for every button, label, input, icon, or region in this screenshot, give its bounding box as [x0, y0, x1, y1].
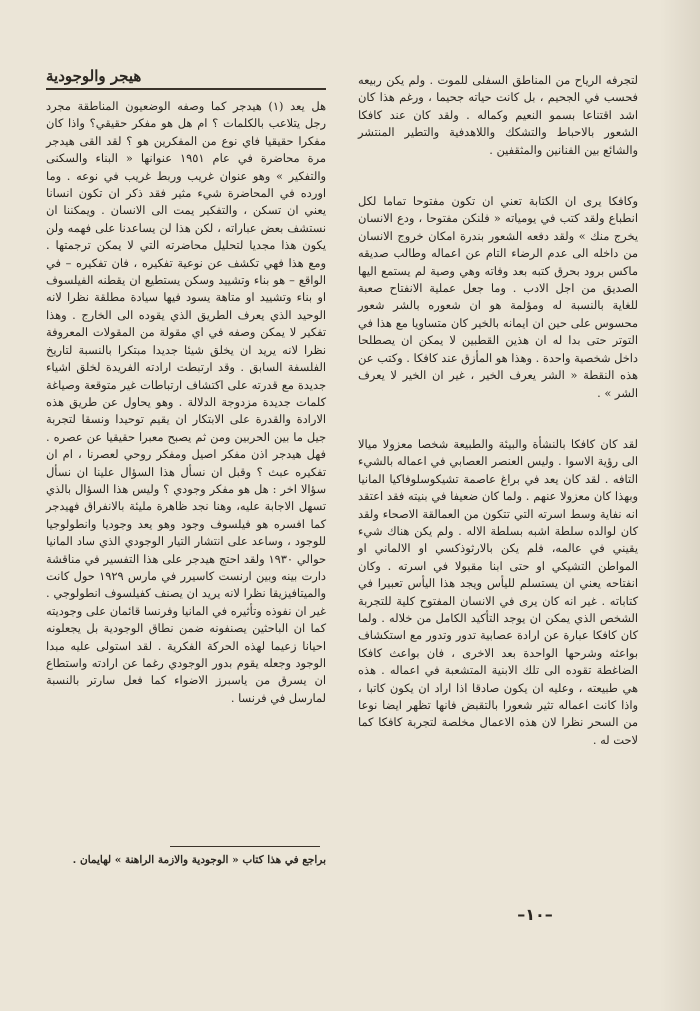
- footnote-divider: [170, 846, 320, 847]
- right-paragraph-3: لقد كان كافكا بالنشأة والبيئة والطبيعة شخصا معزولا ميالا الى رؤية الاسوا . وليس العنصر العصابي في اعماله بالشيء التافه . لقد كان يعد في براغ عاصمة تشيكوسلوفاكيا المانيا وبهذا كان معزولا عنهم . ولما كان ضعيفا في بنيته فقد اعتقد انه نفاية وسط اسرته التي تتكون من العمالقة الاصحاء ولقد كان لوالده سلطة اشبه بسلطة الاله . ولم يكن هناك شيء يقيني في عالمه، فلم يكن بالارثوذكسي او الالماني او المواطن التشيكي او حتى ابنا مقبولا في اسرته . وكان انفتاحه يعني ان يستسلم لليأس ويجد هذا اليأس تعبيرا في كتاباته . غير انه كان يرى في الانسان المفتوح كلية للتجربة الشخص الذي يمكن ان يوجد التأكيد الكامل من خلاله . ولما كان كافكا عبارة عن ارادة عصابية تدور وتدور مع استكشاف بواعثه وشرحها الواحدة بعد الاخرى ، فان بواعث كافكا الضاغطة تقوده الى تلك الابنية المتشعبة في اعماله . هذه هي طبيعته ، وعليه ان يكون صادقا اذا اراد ان يكون كاتبا ، واذا كانت اعماله تثير شعورا بالتقبض فانها تظهر ايضا نوعا من السحر نظرا لان هذه الاعمال مخلصة لتجربة كافكا كما لاحت له .: [358, 436, 638, 747]
- page-number: –١٠–: [517, 905, 553, 924]
- right-paragraph-2: وكافكا يرى ان الكتابة تعني ان تكون مفتوحا تماما لكل انطباع ولقد كتب في يومياته « فلنكن مفتوحا ، ودع الانسان يخرج منك » ولقد دفعه الشعور بندرة امكان خروج الانسان من داخله الى عدم الرضاء التام عن اعماله وطالب صديقه ماكس برود بحرق كتبه بعد وفاته وهي وصية لم يستمع اليها الصديق من اجل الادب . وما جعل عملية الانفتاح صعبة للغاية بالنسبة له ومؤلمة هو ان شعوره بالشر شعور محسوس على حين ان ايمانه بالخير كان متساويا مع هذا في التوتر حتى بدا له ان هذين القطبين لا يمكن ان يصطلحا داخل شخصية واحدة . وهذا هو المأزق عند كافكا . وكتب عن هذه النقطة « الشر يعرف الخير ، غير ان الخير لا يعرف الشر » .: [358, 194, 638, 400]
- left-column: [46, 62, 326, 882]
- article-title: هيجر والوجودية: [46, 67, 142, 85]
- two-column-layout: [46, 62, 638, 882]
- right-paragraph-1: لتجرفه الرياح من المناطق السفلى للموت . ولم يكن ربيعه فحسب في الجحيم ، بل كانت حياته جحيما ، ورغم هذا كان اشد اقتناعا بسمو النعيم وكماله . ولقد كان عند كافكا الشعور بالاحباط والتشكك واللاهدفية والتطير المنتشر والشائع بين الفنانين والمثقفين .: [358, 73, 638, 157]
- left-paragraph: هل يعد (١) هيدجر كما وصفه الوضعيون المناطقة مجرد رجل يتلاعب بالكلمات ؟ ام هل هو مفكر حقيقي؟ واذا كان مفكرا حقيقيا فاي نوع من المفكرين هو ؟ لقد القى هيدجر مرة محاضرة في عام ١٩٥١ عنوانها « البناء والسكنى والتفكير » وهو عنوان غريب وربط غريب في نوعه . وما اورده في المحاضرة شيء مثير فقد ذكر ان تكون انسانا يعني ان تسكن ، والتفكير يمت الى الانسان . ويمكننا ان نستشف بعض عباراته ، لكن هذا لن يساعدنا على فهمه ولن يكون هذا مجديا لتحليل محاضرته التي لا يمكن ترجمتها . ومع هذا فهي تكشف عن نوعية تفكيره ، فان تفكيره – في الواقع – هو بناء وتشييد وسكن يستطيع ان يقطنه الفيلسوف او بناء وتشييد او متاهة يسود فيها سيادة مطلقة نظرا لانه الوحيد الذي يعرف الطريق الذي يقوده الى الخارج . وهذا تفكير لا يمكن وصفه في اي مقولة من المقولات المعروفة نظرا لانه يريد ان يخلق شيئا جديدا مبتكرا بالنسبة لتاريخ الفلسفة السابق . وقد ارتبطت ارادته الفريدة لخلق اشياء جديدة مع قدرته على اكتشاف ارتباطات غير متوقعة وصياغة كلمات جديدة مزدوجة الدلالة . وهو يحاول عن طريق هذه الارادة والقدرة على الابتكار ان يقيم توحيدا ونسقا لتجربة جيل ما بين الحربين ومن ثم يصبح معبرا حقيقيا عن عصره . فهل هيدجر اذن مفكر اصيل ومفكر روحي لعصرنا ، ام ان تفكيره عبث ؟ وقبل ان نسأل هذا السؤال علينا ان نسأل سؤالا اخر : هل هو مفكر وجودي ؟ وليس هذا السؤال بالذي تسهل الاجابة عليه، وهنا نجد ظاهرة مليئة بالانفراق فهيدجر كما افسره هو فيلسوف وجود وهو يعد وجوديا وانطولوجيا للوجود ، وساعد على انتشار التيار الوجودي الذي ساد المانيا حوالي ١٩٣٠ ولقد احتج هيدجر على هذا التفسير في مناقشة دارت بينه وبين ارنست كاسيرر في مارس ١٩٢٩ حول كانت والميتافيزيقا نظرا لانه يريد ان يصنف كفيلسوف انطولوجي . غير ان نفوذه وتأثيره في المانيا وفرنسا قائمان على وجوديته كما ان الباحثين يصنفونه ضمن نطاق الوجودية بل يجعلونه احيانا زعيما لهذه الحركة الفكرية . لقد استولى عليه مبدا الوجود وجعله يقوم بدور الوجودي رغما عن ارادته واستطاع ان يسرق من ياسبرز الاضواء كما فعل سارتر بالنسبة لمارسل في فرنسا .: [46, 99, 327, 705]
- footnote: براجع في هذا كتاب « الوجودية والازمة الراهنة » لهايمان .: [72, 854, 326, 866]
- title-underline: [46, 88, 326, 90]
- right-column: [358, 62, 638, 882]
- page-edge-shadow: [660, 0, 700, 1011]
